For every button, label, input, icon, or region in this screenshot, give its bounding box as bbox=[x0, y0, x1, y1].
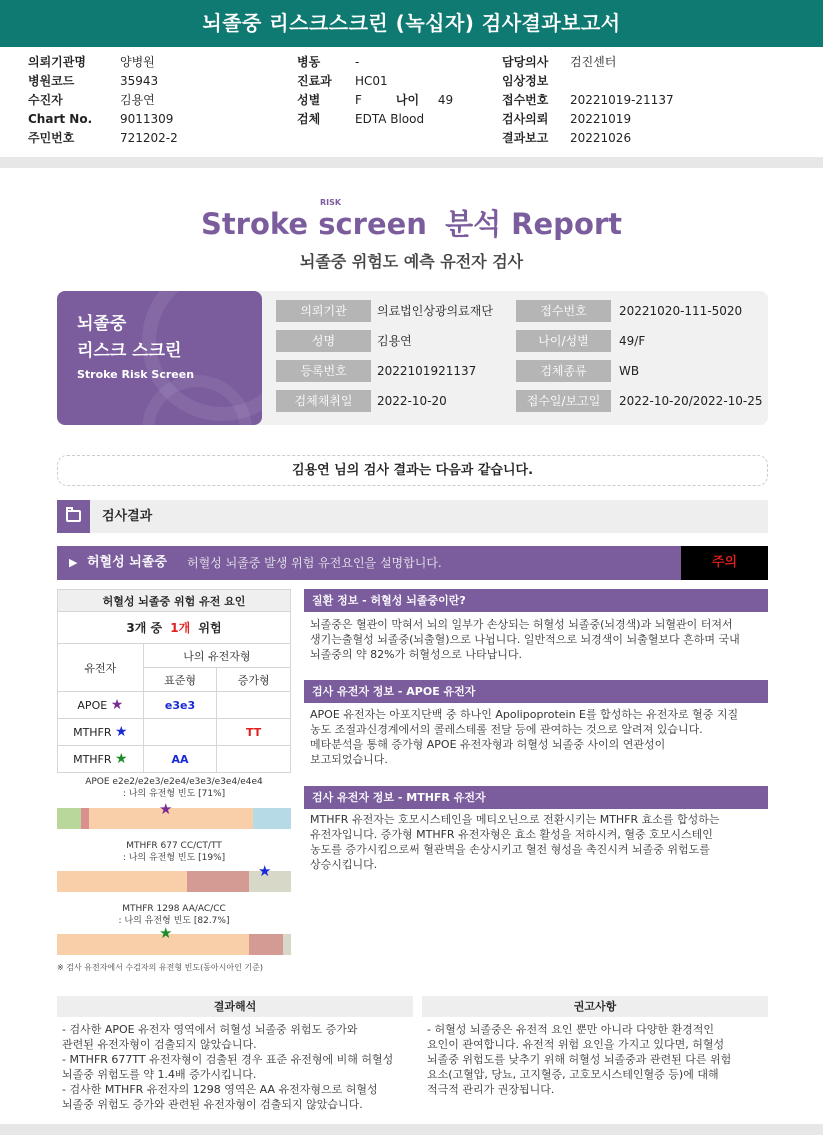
info-label: 의뢰기관명 bbox=[28, 55, 86, 69]
freq-bar-mthfr1298 bbox=[57, 934, 291, 955]
stroke-screen-logo bbox=[0, 198, 823, 243]
info-row bbox=[28, 129, 178, 148]
info-row bbox=[28, 53, 178, 72]
card-field-value: 의료법인상광의료재단 bbox=[377, 304, 493, 318]
info-value: 20221019-21137 bbox=[570, 93, 674, 107]
table-row bbox=[58, 746, 291, 773]
inc-cell: TT bbox=[217, 719, 291, 746]
card-field-label: 성명 bbox=[276, 330, 371, 352]
freq-bar-mthfr677 bbox=[57, 871, 291, 892]
card-title-line2: 리스크 스크린 bbox=[77, 341, 182, 361]
interpretation-text: - 검사한 APOE 유전자 영역에서 허혈성 뇌졸중 위험도 증가와 관련된 유전자형이 검출되지 않았습니다. - MTHFR 677TT 유전자형이 검출된 경우 표준 유전형에 비해 허혈성 뇌졸중 위험도를 약 1.4배 증가시킵니다. - 검사한 MTHFR 유전자의 1298 영역은 AA 유전자형으로 허혈성 뇌졸중 위험도 증가와 관련된 유전자형이 검출되지 않았습니다. bbox=[62, 1023, 394, 1111]
folder-icon bbox=[57, 500, 90, 533]
info-label: 병동 bbox=[297, 55, 321, 69]
card-field-label: 접수번호 bbox=[516, 300, 611, 322]
info-box-text: 뇌졸중은 혈관이 막혀서 뇌의 일부가 손상되는 허혈성 뇌졸중(뇌경색)과 뇌혈관이 터져서 생기는출혈성 뇌졸중(뇌출혈)으로 나뉩니다. 일반적으로 뇌경색이 뇌출혈보다 흔하며 국내 뇌졸중의 약 82%가 허혈성으로 나타납니다. bbox=[310, 618, 740, 661]
patient-info-col2 bbox=[297, 53, 453, 129]
gene-table-summary bbox=[58, 612, 291, 644]
recommendation-text: - 허혈성 뇌졸중은 유전적 요인 뿐만 아니라 다양한 환경적인 요인이 관여합니다. 유전적 위험 요인을 가지고 있다면, 허혈성 뇌졸중 위험도를 낮추기 위해 허혈성 뇌졸중과 관련된 다른 위험 요소(고혈압, 당뇨, 고지혈증, 고호모시스테인혈증 등)에 대해 적극적 관리가 권장됩니다. bbox=[427, 1023, 732, 1096]
age-label: 나이 bbox=[395, 93, 420, 107]
logo-risk: RISK bbox=[320, 198, 342, 207]
section-title: 검사결과 bbox=[102, 509, 153, 524]
info-value: 양병원 bbox=[120, 55, 155, 69]
category-name: 허혈성 뇌졸중 bbox=[87, 555, 167, 570]
summary-text: 3개 중 bbox=[126, 621, 163, 635]
std-cell: e3e3 bbox=[143, 692, 217, 719]
gene-table-title: 허혈성 뇌졸중 위험 유전 요인 bbox=[58, 590, 291, 612]
info-row bbox=[502, 53, 674, 72]
info-label: 주민번호 bbox=[28, 131, 75, 145]
card-title bbox=[77, 311, 181, 365]
card-field-value: WB bbox=[619, 364, 640, 378]
star-icon: ★ bbox=[115, 751, 128, 767]
card-brand-panel bbox=[57, 291, 262, 425]
info-label: 담당의사 bbox=[502, 55, 549, 69]
info-value: 721202-2 bbox=[120, 131, 178, 145]
card-field-value: 20221020-111-5020 bbox=[619, 304, 743, 318]
table-row bbox=[58, 719, 291, 746]
freq-label-mthfr1298: MTHFR 1298 AA/AC/CC : 나의 유전형 빈도 [82.7%] bbox=[118, 904, 230, 926]
gene-name: MTHFR bbox=[73, 726, 112, 739]
gene-name-cell bbox=[58, 692, 144, 719]
age-value: 49 bbox=[437, 93, 454, 107]
card-field-value: 49/F bbox=[619, 334, 646, 348]
info-row bbox=[28, 72, 178, 91]
info-row bbox=[297, 110, 453, 129]
summary-text: 위험 bbox=[198, 621, 222, 635]
card-field-value: 김용연 bbox=[377, 334, 412, 348]
info-label: 접수번호 bbox=[502, 93, 549, 107]
section-header bbox=[57, 500, 768, 533]
info-label: 수진자 bbox=[28, 93, 63, 107]
info-value: 김용연 bbox=[120, 93, 155, 107]
info-value: EDTA Blood bbox=[355, 112, 425, 126]
info-row bbox=[297, 91, 453, 110]
card-title-line1: 뇌졸중 bbox=[77, 314, 127, 334]
info-row bbox=[502, 110, 674, 129]
info-row bbox=[297, 53, 453, 72]
info-label: 결과보고 bbox=[502, 131, 549, 145]
recommendation-title: 권고사항 bbox=[422, 996, 768, 1017]
star-icon: ★ bbox=[159, 924, 173, 942]
info-row bbox=[297, 72, 453, 91]
info-label: 검사의뢰 bbox=[502, 112, 549, 126]
header-divider bbox=[0, 157, 823, 168]
status-badge: 주의 bbox=[681, 546, 768, 580]
report-title: 뇌졸중 리스크스크린 (녹십자) 검사결과보고서 bbox=[0, 0, 823, 47]
category-bar bbox=[57, 546, 681, 580]
card-field-value: 2022-10-20/2022-10-25 bbox=[619, 394, 763, 408]
info-box-title: 검사 유전자 정보 - MTHFR 유전자 bbox=[304, 786, 768, 809]
info-value: - bbox=[355, 55, 360, 69]
gene-name-cell bbox=[58, 719, 144, 746]
card-title-en: Stroke Risk Screen bbox=[77, 368, 195, 381]
card-field-label: 의뢰기관 bbox=[276, 300, 371, 322]
category-desc: 허혈성 뇌졸중 발생 위험 유전요인을 설명합니다. bbox=[187, 556, 442, 570]
info-box-text: APOE 유전자는 아포지단백 중 하나인 Apolipoprotein E를 합성하는 유전자로 혈중 지질 농도 조절과신경계에서의 콜레스테롤 전달 등에 관여하는 것으로 알려져 있습니다. 메타분석을 통해 증가형 APOE 유전자형과 허혈성 뇌졸중 사이의 연관성이 보고되었습니다. bbox=[310, 708, 739, 766]
gene-name: APOE bbox=[77, 699, 108, 712]
freq-label-apoe: APOE e2e2/e2e3/e2e4/e3e3/e3e4/e4e4 : 나의 유전형 빈도 [71%] bbox=[85, 777, 263, 799]
col-std-header: 표준형 bbox=[143, 668, 217, 692]
info-value: HC01 bbox=[355, 74, 388, 88]
table-row bbox=[58, 692, 291, 719]
result-banner: 김용연 님의 검사 결과는 다음과 같습니다. bbox=[57, 455, 768, 486]
info-label: 임상정보 bbox=[502, 74, 549, 88]
star-icon: ★ bbox=[159, 800, 173, 818]
card-field-label: 나이/성별 bbox=[516, 330, 611, 352]
info-value: 20221019 bbox=[570, 112, 632, 126]
info-label: 성별 bbox=[297, 93, 321, 107]
freq-footnote: ※ 검사 유전자에서 수검자의 유전형 빈도(동아시아인 기준) bbox=[57, 963, 263, 972]
inc-cell bbox=[217, 746, 291, 773]
info-box-title: 질환 정보 - 허혈성 뇌졸중이란? bbox=[304, 589, 768, 612]
info-row bbox=[502, 129, 674, 148]
card-field-label: 등록번호 bbox=[276, 360, 371, 382]
inc-cell bbox=[217, 692, 291, 719]
card-field-label: 접수일/보고일 bbox=[516, 390, 611, 412]
interpretation-title: 결과해석 bbox=[57, 996, 413, 1017]
std-cell: AA bbox=[143, 746, 217, 773]
info-value: F bbox=[355, 93, 362, 107]
card-field-value: 2022-10-20 bbox=[377, 394, 447, 408]
card-field-label: 검체종류 bbox=[516, 360, 611, 382]
info-row bbox=[28, 91, 178, 110]
info-row bbox=[28, 110, 178, 129]
patient-info-col3 bbox=[502, 53, 674, 148]
card-field-label: 검체채취일 bbox=[276, 390, 371, 412]
logo-stroke: Stroke bbox=[200, 207, 309, 241]
freq-label-mthfr677: MTHFR 677 CC/CT/TT : 나의 유전형 빈도 [19%] bbox=[122, 841, 226, 863]
info-box-text: MTHFR 유전자는 호모시스테인을 메티오닌으로 전환시키는 MTHFR 효소를 합성하는 유전자입니다. 증가형 MTHFR 유전자형은 효소 활성을 저하시켜, 혈중 호모시스테인 농도를 증가시킴으로써 혈관벽을 손상시키고 혈전 형성을 촉진시켜 뇌졸중 위험도를 상승시킵니다. bbox=[310, 813, 720, 871]
info-label: Chart No. bbox=[28, 112, 93, 126]
freq-bar-apoe bbox=[57, 808, 291, 829]
gene-name-cell bbox=[58, 746, 144, 773]
card-field-value: 2022101921137 bbox=[377, 364, 477, 378]
summary-count: 1개 bbox=[170, 621, 191, 635]
play-arrow-icon: ▶ bbox=[69, 556, 78, 569]
logo-screen: screen bbox=[318, 207, 427, 241]
info-value: 20221026 bbox=[570, 131, 632, 145]
star-icon: ★ bbox=[115, 724, 128, 740]
info-value: 9011309 bbox=[120, 112, 174, 126]
std-cell bbox=[143, 719, 217, 746]
star-icon: ★ bbox=[258, 862, 272, 880]
patient-info-col1 bbox=[28, 53, 178, 148]
info-value: 35943 bbox=[120, 74, 159, 88]
col-my-header: 나의 유전자형 bbox=[143, 644, 290, 668]
gene-table bbox=[57, 589, 291, 773]
info-box-title: 검사 유전자 정보 - APOE 유전자 bbox=[304, 680, 768, 703]
star-icon: ★ bbox=[110, 697, 124, 713]
info-label: 진료과 bbox=[297, 74, 332, 88]
footer-strip bbox=[0, 1124, 823, 1135]
info-value: 검진센터 bbox=[570, 55, 617, 69]
info-row bbox=[502, 72, 674, 91]
col-gene-header: 유전자 bbox=[58, 644, 144, 692]
info-row bbox=[502, 91, 674, 110]
logo-report: 분석 Report bbox=[445, 207, 623, 241]
col-inc-header: 증가형 bbox=[217, 668, 291, 692]
info-label: 검체 bbox=[297, 112, 321, 126]
info-label: 병원코드 bbox=[28, 74, 75, 88]
report-subtitle: 뇌졸중 위험도 예측 유전자 검사 bbox=[299, 252, 524, 271]
patient-card bbox=[57, 291, 768, 425]
gene-name: MTHFR bbox=[73, 753, 112, 766]
